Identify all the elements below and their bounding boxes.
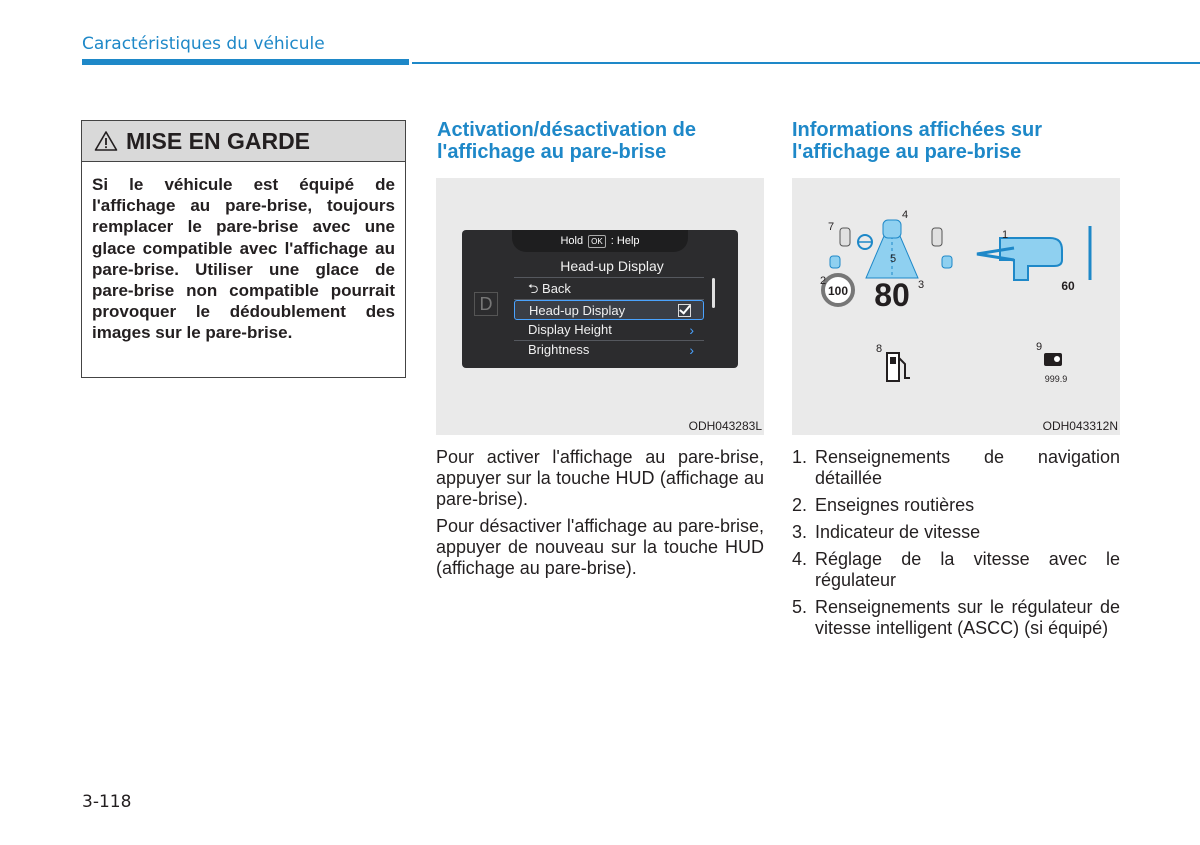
warning-triangle-icon [94, 130, 118, 152]
list-item: 1. Renseignements de navigation détaillée [792, 447, 1120, 488]
speed-limit-value: 100 [827, 284, 849, 298]
screen-title: Head-up Display [560, 258, 664, 274]
chevron-right-icon: › [689, 342, 694, 358]
menu-back-label: Back [542, 281, 571, 296]
speed-value: 80 [874, 277, 910, 313]
paragraph-activate: Pour activer l'affichage au pare-brise, appuyer sur la touche HUD (affichage au pare-brise). [436, 447, 764, 509]
figure-hud-menu [436, 178, 764, 435]
right-blind-spot-icon [942, 256, 952, 268]
figure-code: ODH043312N [1042, 419, 1118, 433]
callout-number: 8 [876, 343, 883, 355]
menu-item-brightness[interactable] [514, 340, 704, 360]
screen-help-bar [512, 230, 688, 252]
lead-vehicle-icon [883, 220, 901, 238]
menu-item-label: Head-up Display [529, 303, 626, 318]
ok-key-icon: OK [588, 235, 606, 248]
list-item: 3. Indicateur de vitesse [792, 522, 981, 542]
menu-item-label: Display Height [528, 322, 612, 337]
checkbox-checked-icon[interactable] [678, 304, 691, 317]
figure-code: ODH043283L [688, 419, 762, 433]
page-section-title: Caractéristiques du véhicule [82, 34, 325, 54]
warning-box [81, 120, 406, 378]
hud-settings-screen [462, 230, 738, 368]
range-value: 999.9 [1044, 374, 1068, 384]
right-car-icon [932, 228, 942, 246]
section-heading-information: Informations affichées sur l'affichage au pare-brise [792, 119, 1043, 163]
distance-value: 60 [1061, 279, 1075, 293]
menu-divider [514, 277, 704, 278]
menu-item-label: Brightness [528, 342, 590, 357]
figure-hud-info [792, 178, 1120, 435]
warning-title: MISE EN GARDE [126, 127, 311, 154]
page-number: 3-118 [82, 792, 132, 812]
callout-number: 9 [1036, 341, 1043, 353]
callout-number: 7 [828, 221, 835, 233]
list-item: 2. Enseignes routières [792, 495, 975, 515]
gear-indicator: D [474, 292, 498, 316]
hold-label: Hold [560, 235, 584, 247]
callout-number: 3 [918, 279, 925, 291]
callout-number: 4 [902, 209, 909, 221]
left-car-icon [840, 228, 850, 246]
help-label: : Help [610, 235, 640, 247]
callout-number: 2 [820, 275, 827, 287]
callout-number: 1 [1002, 229, 1009, 241]
paragraph-deactivate: Pour désactiver l'affichage au pare-brise, appuyer de nouveau sur la touche HUD (affichage au pare-brise). [436, 516, 764, 578]
warning-text: Si le véhicule est équipé de l'affichage au pare-brise, toujours remplacer le pare-brise avec une glace compatible avec l'affichage au pare-brise. Utiliser une glace de pare-brise non compatible pourrait provoquer le dédoublement des images sur le pare-brise. [92, 175, 395, 343]
section-heading-activation: Activation/désactivation de l'affichage au pare-brise [437, 119, 696, 163]
warning-header [82, 121, 405, 162]
menu-item-display-height[interactable] [514, 320, 704, 340]
header-rule-thin [412, 62, 1200, 64]
hud-diagram [792, 178, 1120, 408]
chevron-right-icon: › [689, 322, 694, 338]
scrollbar[interactable] [712, 278, 715, 308]
hud-info-list [792, 447, 1120, 645]
menu-item-head-up-display[interactable] [514, 300, 704, 320]
list-item: 4. Réglage de la vitesse avec le régulateur [792, 549, 1120, 590]
list-item: 5. Renseignements sur le régulateur de vitesse intelligent (ASCC) (si équipé) [792, 597, 1120, 638]
menu-back[interactable] [514, 279, 704, 299]
header-rule-thick [82, 59, 409, 65]
callout-number: 5 [890, 253, 897, 265]
left-blind-spot-icon [830, 256, 840, 268]
back-arrow-icon: ⮌ [528, 281, 543, 296]
